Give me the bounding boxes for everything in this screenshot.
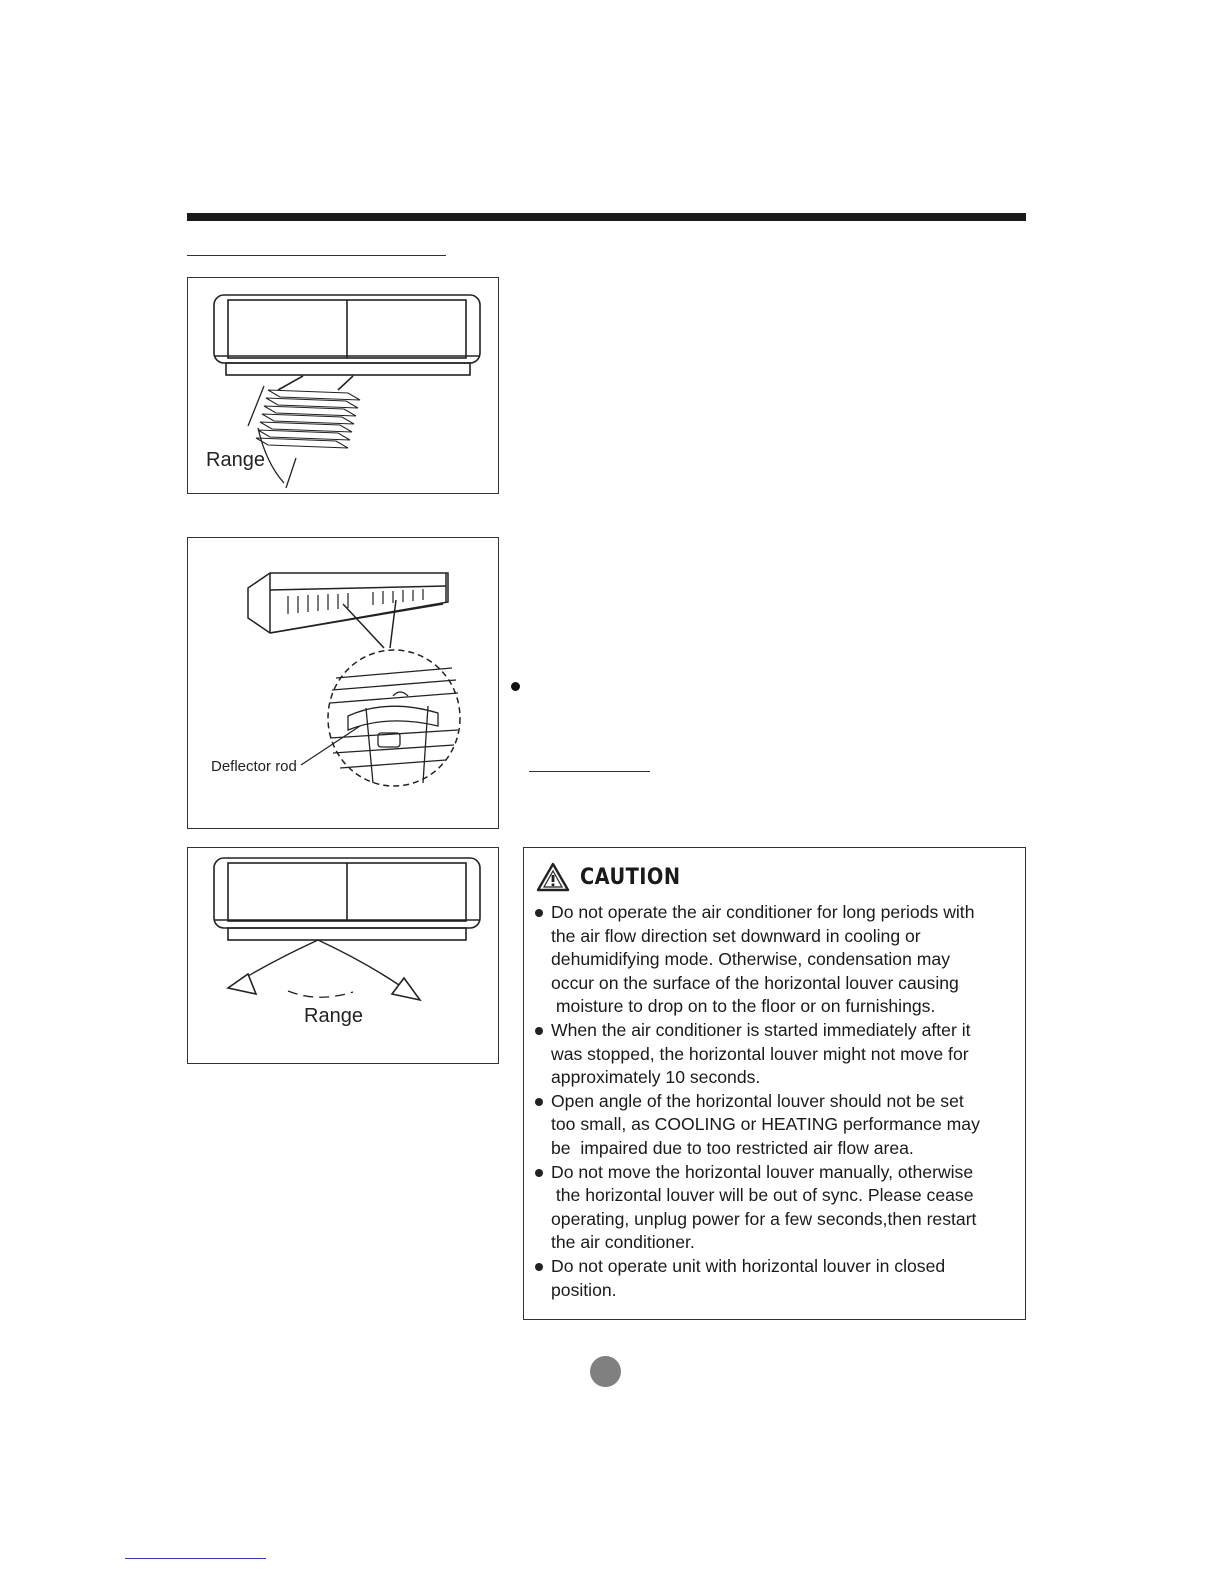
figure-louver-vertical-range [187, 277, 499, 494]
ac-unit-airflow-illustration [188, 848, 500, 1065]
section-header-rule [187, 213, 1026, 221]
range-label: Range [206, 449, 265, 471]
note-underline [529, 771, 650, 772]
deflector-rod-label: Deflector rod [211, 758, 297, 775]
range-label: Range [304, 1005, 363, 1027]
warning-triangle-icon [536, 862, 570, 892]
caution-header [536, 862, 694, 892]
caution-item: Do not operate unit with horizontal louver in closed position. [532, 1255, 1022, 1302]
figure-deflector-rod [187, 537, 499, 829]
caution-item: When the air conditioner is started immediately after it was stopped, the horizontal louver might not move for approximately 10 seconds. [532, 1019, 1022, 1090]
page-number-badge [590, 1356, 621, 1387]
caution-item: Do not move the horizontal louver manually, otherwise the horizontal louver will be out of sync. Please cease operating, unplug power for a few seconds,then restart the air conditioner. [532, 1161, 1022, 1255]
bullet-point [511, 682, 520, 691]
caution-item: Do not operate the air conditioner for long periods with the air flow direction set downward in cooling or dehumidifying mode. Otherwise, condensation may occur on the surface of the horizontal louver causing moisture to drop on to the floor or on furnishings. [532, 901, 1022, 1019]
section-title-underline [187, 255, 446, 256]
caution-item: Open angle of the horizontal louver should not be set too small, as COOLING or HEATING performance may be impaired due to too restricted air flow area. [532, 1090, 1022, 1161]
ac-unit-deflector-illustration [188, 538, 500, 830]
caution-list [532, 901, 1022, 1302]
footer-link-underline [125, 1558, 266, 1559]
caution-box [523, 847, 1026, 1320]
caution-title: CAUTION [580, 864, 681, 890]
figure-louver-horizontal-range [187, 847, 499, 1064]
